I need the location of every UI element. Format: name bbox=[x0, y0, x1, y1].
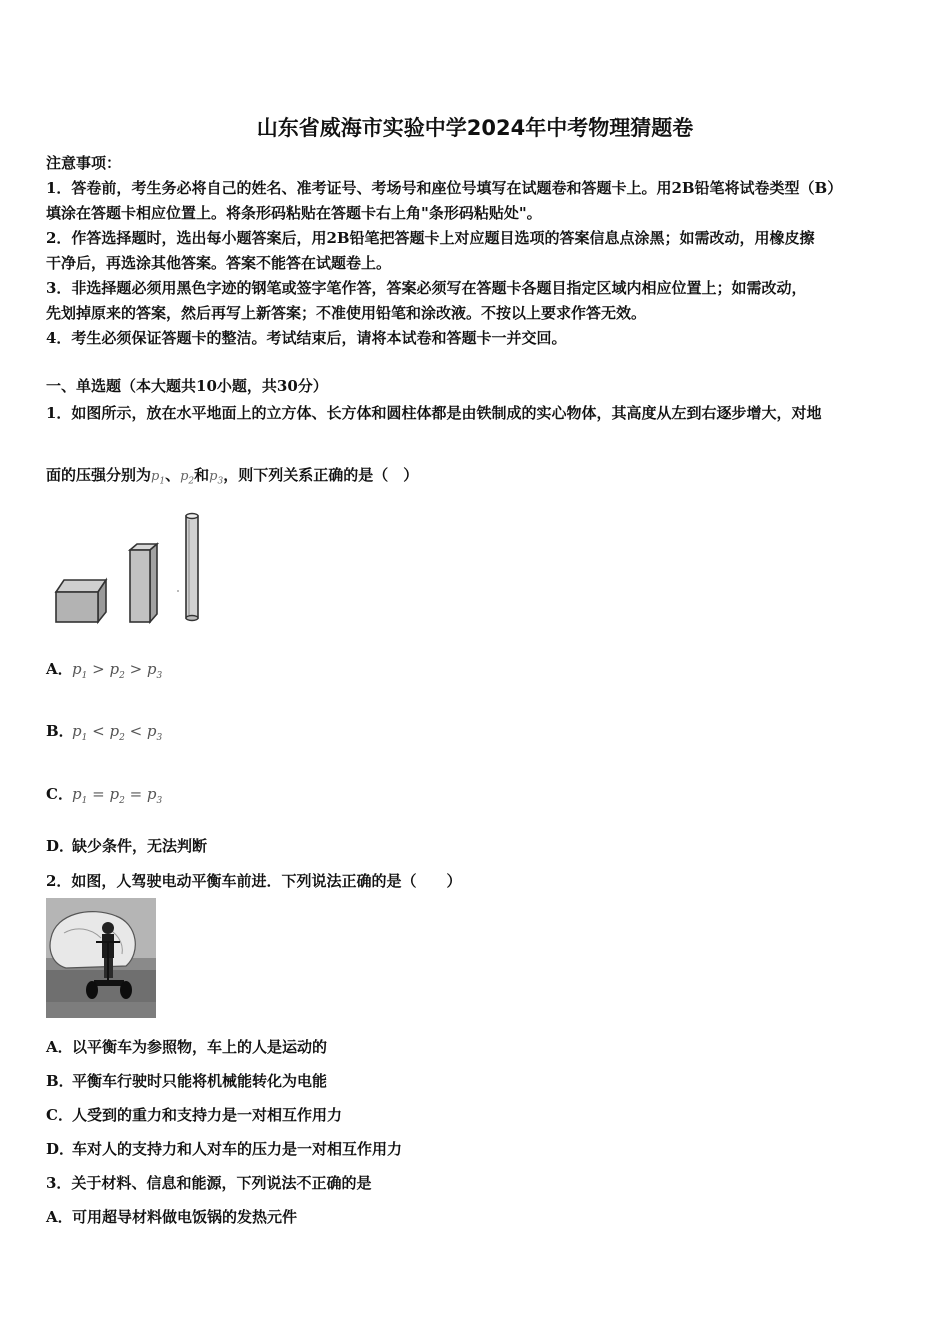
note-3-line-1: 3．非选择题必须用黑色字迹的钢笔或签字笔作答，答案必须写在答题卡各题目指定区域内相应位置上；如需改动， bbox=[46, 279, 807, 297]
q1-option-c[interactable]: C．$p_1 = p_2 = p_3$ bbox=[46, 785, 163, 806]
note-1-line-1: 1．答卷前，考生务必将自己的姓名、准考证号、考场号和座位号填写在试题卷和答题卡上。用2B铅笔将试卷类型（B） bbox=[46, 179, 843, 197]
cylinder-shape bbox=[186, 514, 198, 621]
cuboid-shape bbox=[130, 544, 157, 622]
q1-suffix: ，则下列关系正确的是（ ） bbox=[223, 466, 419, 484]
balance-car-photo bbox=[46, 898, 156, 1018]
notes-heading: 注意事项： bbox=[46, 154, 122, 172]
q1-option-b[interactable]: B．$p_1 < p_2 < p_3$ bbox=[46, 722, 163, 743]
note-3-line-2: 先划掉原来的答案，然后再写上新答案；不准使用铅笔和涂改液。不按以上要求作答无效。 bbox=[46, 304, 647, 322]
q2-option-b[interactable]: B．平衡车行驶时只能将机械能转化为电能 bbox=[46, 1072, 328, 1090]
q1-prefix: 面的压强分别为 bbox=[46, 466, 152, 484]
p1-symbol: $p_1$ bbox=[151, 469, 166, 487]
note-4: 4．考生必须保证答题卡的整洁。考试结束后，请将本试卷和答题卡一并交回。 bbox=[46, 329, 567, 347]
option-b-math: $p_1 < p_2 < p_3$ bbox=[72, 722, 163, 743]
option-c-math: $p_1 = p_2 = p_3$ bbox=[72, 785, 163, 806]
p3-symbol: $p_3$ bbox=[209, 469, 224, 487]
note-1-line-2: 填涂在答题卡相应位置上。将条形码粘贴在答题卡右上角"条形码粘贴处"。 bbox=[46, 204, 542, 222]
q2-option-a[interactable]: A．以平衡车为参照物，车上的人是运动的 bbox=[46, 1038, 328, 1056]
question-3-stem: 3．关于材料、信息和能源，下列说法不正确的是 bbox=[46, 1174, 372, 1192]
q1-option-a[interactable]: A．$p_1 > p_2 > p_3$ bbox=[46, 660, 163, 681]
cube-shape bbox=[56, 580, 106, 622]
q2-option-d[interactable]: D．车对人的支持力和人对车的压力是一对相互作用力 bbox=[46, 1140, 403, 1158]
solids-figure bbox=[50, 510, 220, 630]
q1-separator-2: 和 bbox=[194, 466, 210, 484]
q2-option-c[interactable]: C．人受到的重力和支持力是一对相互作用力 bbox=[46, 1106, 343, 1124]
section-heading: 一、单选题（本大题共10小题，共30分） bbox=[46, 377, 328, 395]
option-a-math: $p_1 > p_2 > p_3$ bbox=[72, 660, 163, 681]
p2-symbol: $p_2$ bbox=[180, 469, 195, 487]
q1-separator-1: 、 bbox=[165, 466, 181, 484]
q3-option-a[interactable]: A．可用超导材料做电饭锅的发热元件 bbox=[46, 1208, 298, 1226]
note-2-line-1: 2．作答选择题时，选出每小题答案后，用2B铅笔把答题卡上对应题目选项的答案信息点涂黑；如需改动，用橡皮擦 bbox=[46, 229, 815, 247]
question-1-stem-line-2 bbox=[46, 464, 418, 487]
note-2-line-2: 干净后，再选涂其他答案。答案不能答在试题卷上。 bbox=[46, 254, 392, 272]
page-title: 山东省威海市实验中学2024年中考物理猜题卷 bbox=[256, 116, 694, 140]
q1-option-d[interactable]: D．缺少条件，无法判断 bbox=[46, 837, 208, 855]
question-1-stem-line-1: 1．如图所示，放在水平地面上的立方体、长方体和圆柱体都是由铁制成的实心物体，其高度从左到右逐步增大，对地 bbox=[46, 404, 822, 422]
question-2-stem: 2．如图，人驾驶电动平衡车前进．下列说法正确的是（ ） bbox=[46, 872, 462, 890]
